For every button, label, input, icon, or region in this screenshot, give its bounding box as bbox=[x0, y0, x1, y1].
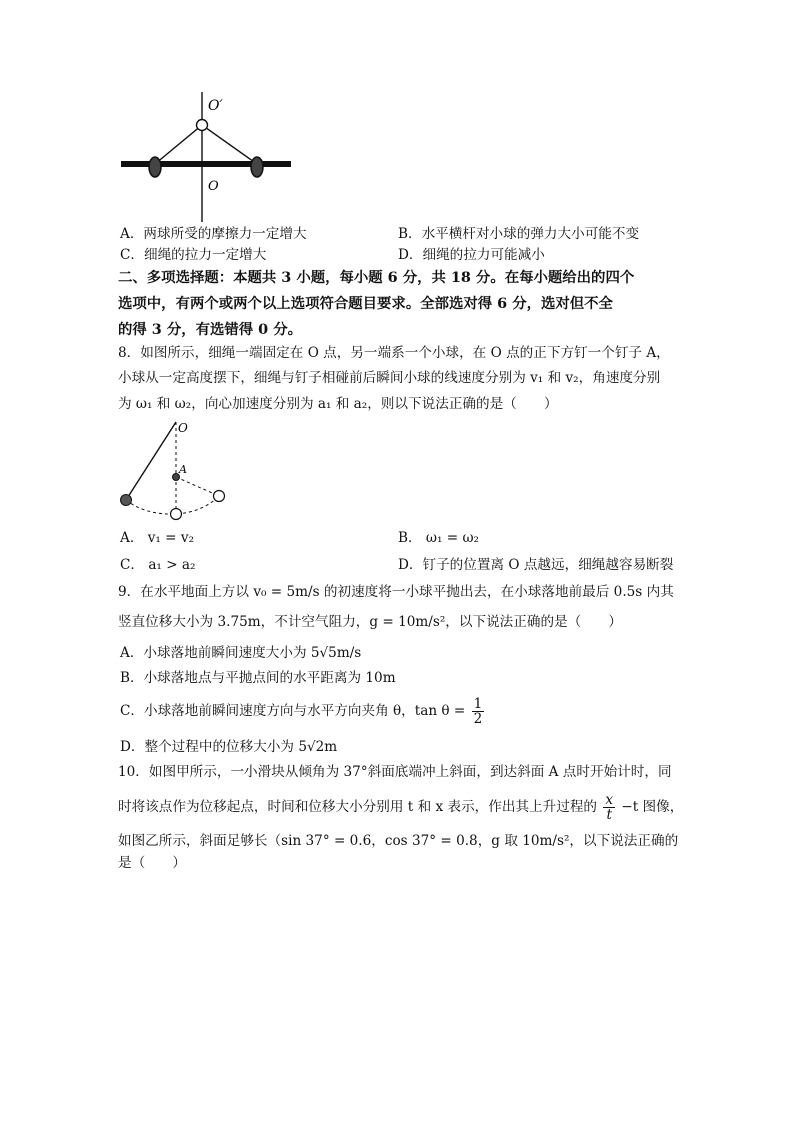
label-o-prime: O′ bbox=[208, 98, 223, 114]
pendulum-string bbox=[126, 422, 176, 500]
q10-stem-line4: 是（ ） bbox=[118, 855, 186, 871]
q8-stem-line1: 8．如图所示，细绳一端固定在 O 点，另一端系一个小球，在 O 点的正下方钉一个钉子 A， bbox=[118, 345, 670, 361]
q7-option-d: D．细绳的拉力可能减小 bbox=[398, 247, 545, 263]
ball-bottom bbox=[171, 509, 182, 520]
figure-pendulum-nail bbox=[115, 420, 235, 525]
q10-stem-line3: 如图乙所示，斜面足够长（sin 37° = 0.6，cos 37° = 0.8，g 取 10m/s²，以下说法正确的 bbox=[118, 833, 679, 849]
q9-option-c-fraction bbox=[472, 697, 485, 726]
q8-option-a: A． v₁ = v₂ bbox=[120, 530, 195, 546]
q8-stem-line3: 为 ω₁ 和 ω₂，向心加速度分别为 a₁ 和 a₂，则以下说法正确的是（ ） bbox=[118, 396, 558, 412]
fraction-numerator: 1 bbox=[473, 696, 483, 712]
q8-option-d: D．钉子的位置离 O 点越远，细绳越容易断裂 bbox=[398, 557, 674, 573]
q7-option-b: B．水平横杆对小球的弹力大小可能不变 bbox=[398, 226, 640, 242]
string-left bbox=[155, 125, 202, 164]
q9-option-b: B．小球落地点与平抛点间的水平距离为 10m bbox=[120, 670, 396, 686]
label-o: O bbox=[208, 179, 219, 194]
q10-fraction-x-over-t bbox=[603, 793, 615, 822]
q9-option-c-text: C．小球落地前瞬间速度方向与水平方向夹角 θ，tan θ = bbox=[120, 703, 466, 719]
pivot-ring bbox=[197, 120, 208, 131]
label-o: O bbox=[178, 421, 188, 435]
q9-option-a: A．小球落地前瞬间速度大小为 5√5m/s bbox=[120, 645, 362, 661]
fraction-denominator: 2 bbox=[473, 711, 483, 727]
q9-option-c bbox=[120, 694, 486, 728]
q9-stem-line2: 竖直位移大小为 3.75m，不计空气阻力，g = 10m/s²，以下说法正确的是（ ） bbox=[118, 614, 623, 630]
label-a: A bbox=[179, 463, 187, 476]
ball-after bbox=[214, 491, 225, 502]
q9-option-d: D．整个过程中的位移大小为 5√2m bbox=[120, 739, 338, 755]
q10-stem-line1: 10．如图甲所示，一小滑块从倾角为 37°斜面底端冲上斜面，到达斜面 A 点时开始计时，同 bbox=[118, 764, 672, 780]
q8-option-c: C． a₁ > a₂ bbox=[120, 557, 196, 573]
q9-stem-line1: 9．在水平地面上方以 v₀ = 5m/s 的初速度将一小球平抛出去，在小球落地前最后 0.5s 内其 bbox=[118, 584, 674, 600]
q10-stem-line2-suffix: −t 图像， bbox=[621, 799, 684, 815]
section2-heading-line3: 的得 3 分，有选错得 0 分。 bbox=[118, 321, 302, 338]
q10-stem-line2 bbox=[118, 790, 683, 824]
bead-right bbox=[251, 157, 263, 177]
figure-rod-beads bbox=[115, 92, 300, 222]
q10-stem-line2-text: 时将该点作为位移起点，时间和位移大小分别用 t 和 x 表示，作出其上升过程的 bbox=[118, 799, 598, 815]
string-right bbox=[202, 125, 257, 164]
q7-option-c: C．细绳的拉力一定增大 bbox=[120, 247, 267, 263]
section2-heading-line1: 二、多项选择题：本题共 3 小题，每小题 6 分，共 18 分。在每小题给出的四个 bbox=[118, 269, 635, 286]
ball-start bbox=[121, 495, 132, 506]
section2-heading-line2: 选项中，有两个或两个以上选项符合题目要求。全部选对得 6 分，选对但不全 bbox=[118, 295, 613, 312]
q8-stem-line2: 小球从一定高度摆下，细绳与钉子相碰前后瞬间小球的线速度分别为 v₁ 和 v₂，角速度分别 bbox=[118, 370, 661, 386]
fraction-numerator: x bbox=[605, 792, 614, 808]
q8-option-b: B． ω₁ = ω₂ bbox=[398, 530, 480, 546]
q7-option-a: A．两球所受的摩擦力一定增大 bbox=[120, 226, 307, 242]
fraction-denominator: t bbox=[606, 807, 612, 823]
short-string-dashed bbox=[176, 477, 219, 496]
bead-left bbox=[149, 157, 161, 177]
